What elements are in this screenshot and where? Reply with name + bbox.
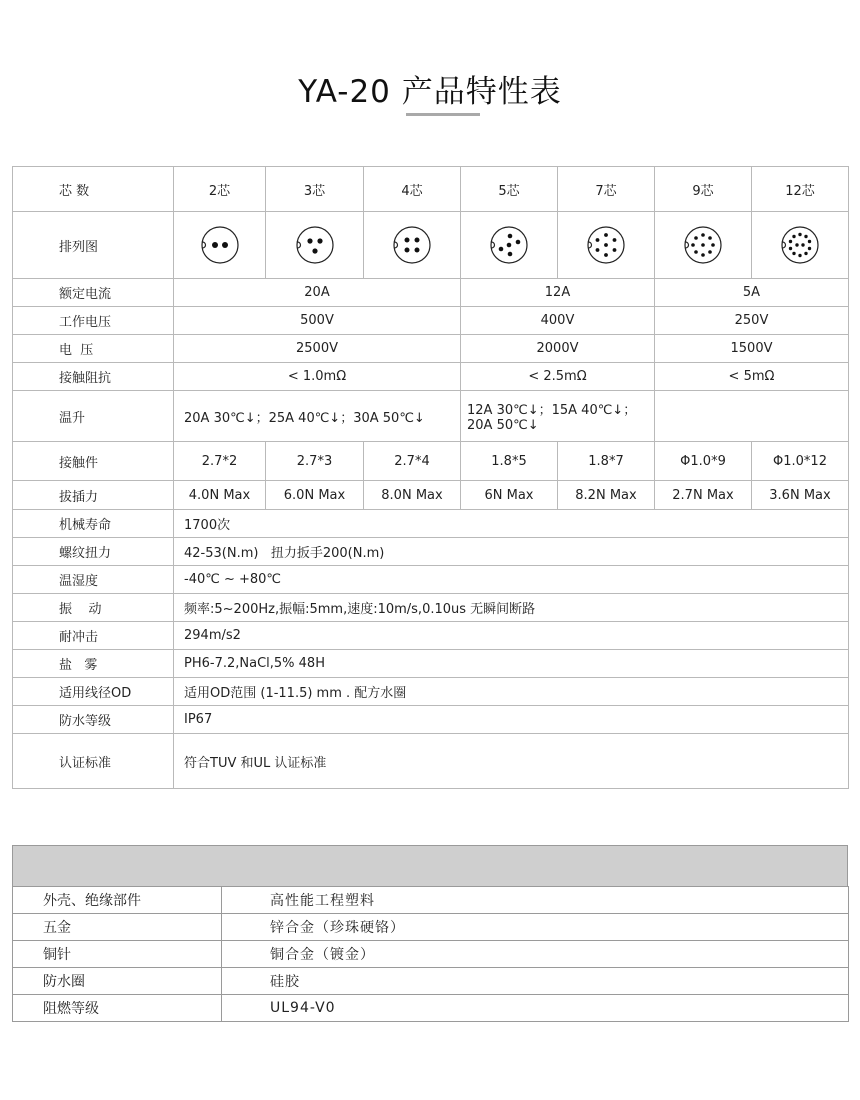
cell-value: 12A [461,279,655,307]
cell-value: 频率:5~200Hz,振幅:5mm,速度:10m/s,0.10us 无瞬间断路 [174,594,849,622]
row-label: 温湿度 [13,566,174,594]
row-label: 接触阻抗 [13,363,174,391]
row-label: 耐冲击 [13,622,174,650]
part-name: 阻燃等级 [13,995,222,1022]
4-pin-layout-icon [392,225,432,265]
table-row-cable-od [13,678,849,706]
table-row [13,887,849,914]
cell-value: 2000V [461,335,655,363]
cell-value: 符合TUV 和UL 认证标准 [174,734,849,789]
cell-value: 42-53(N.m) 扭力扳手200(N.m) [174,538,849,566]
table-row-mechanical-life [13,510,849,538]
cell-value: 2.7*4 [364,442,461,481]
table-row-pull-force [13,481,849,510]
row-label: 芯 数 [13,167,174,212]
table-row-pin-layout [13,212,849,279]
3-pin-layout-icon [295,225,335,265]
cell-value: 400V [461,307,655,335]
cell-value: 5A [655,279,849,307]
cell-value: 250V [655,307,849,335]
col-header: 9芯 [655,167,752,212]
table-row-pin-count [13,167,849,212]
cell-line: 12A 30℃↓；15A 40℃↓； [467,403,637,418]
material-value: 高性能工程塑料 [222,887,849,914]
part-name: 外壳、绝缘部件 [13,887,222,914]
cell-value: 1.8*5 [461,442,558,481]
9-pin-layout-icon [683,225,723,265]
part-name: 铜针 [13,941,222,968]
col-header: 7芯 [558,167,655,212]
table-row-contact-resistance [13,363,849,391]
cell-value: 6.0N Max [266,481,364,510]
row-label: 电 压 [13,335,174,363]
row-label: 振 动 [13,594,174,622]
cell-value: 1500V [655,335,849,363]
table-row [13,941,849,968]
cell-value: 294m/s2 [174,622,849,650]
row-label: 防水等级 [13,706,174,734]
cell-line: 20A 50℃↓ [467,418,539,433]
cell-empty [655,391,849,442]
row-label: 工作电压 [13,307,174,335]
col-header: 4芯 [364,167,461,212]
7-pin-layout-icon [586,225,626,265]
row-label: 排列图 [13,212,174,279]
row-label: 额定电流 [13,279,174,307]
cell-value: 1700次 [174,510,849,538]
table-row-temp-rise [13,391,849,442]
cell-value: 3.6N Max [752,481,849,510]
cell-value: IP67 [174,706,849,734]
page-title: YA-20 产品特性表 [298,74,562,110]
table-row-certification [13,734,849,789]
table-row-withstand-voltage [13,335,849,363]
cell-value: 20A [174,279,461,307]
table-row-rated-current [13,279,849,307]
cell-value: 500V [174,307,461,335]
table-row-salt-spray [13,650,849,678]
2-pin-layout-icon [200,225,240,265]
5-pin-layout-icon [489,225,529,265]
col-header: 5芯 [461,167,558,212]
table-row-thread-torque [13,538,849,566]
cell-value: 20A 30℃↓；25A 40℃↓；30A 50℃↓ [174,391,461,442]
cell-value: 2.7N Max [655,481,752,510]
row-label: 适用线径OD [13,678,174,706]
table-row-working-voltage [13,307,849,335]
cell-value [461,391,655,442]
row-label: 螺纹扭力 [13,538,174,566]
col-header: 12芯 [752,167,849,212]
row-label: 接触件 [13,442,174,481]
row-label: 盐 雾 [13,650,174,678]
materials-table [12,886,849,1022]
cell-value: < 2.5mΩ [461,363,655,391]
material-value: 硅胶 [222,968,849,995]
cell-value: 1.8*7 [558,442,655,481]
cell-value: Φ1.0*12 [752,442,849,481]
table-row [13,968,849,995]
part-name: 五金 [13,914,222,941]
cell-value: < 5mΩ [655,363,849,391]
cell-value: 4.0N Max [174,481,266,510]
cell-value: 2.7*3 [266,442,364,481]
cell-value: 2.7*2 [174,442,266,481]
spec-table [12,166,849,789]
material-value: 锌合金（珍珠硬铬） [222,914,849,941]
table-row [13,914,849,941]
materials-section [12,845,848,1022]
row-label: 拔插力 [13,481,174,510]
cell-value: 2500V [174,335,461,363]
material-value: 铜合金（镀金） [222,941,849,968]
materials-header-bar [12,845,848,886]
col-header: 2芯 [174,167,266,212]
cell-value: 6N Max [461,481,558,510]
12-pin-layout-icon [780,225,820,265]
table-row-contacts [13,442,849,481]
cell-value: -40℃ ~ +80℃ [174,566,849,594]
cell-value: 8.2N Max [558,481,655,510]
col-header: 3芯 [266,167,364,212]
cell-value: Φ1.0*9 [655,442,752,481]
cell-value: PH6-7.2,NaCl,5% 48H [174,650,849,678]
cell-value: 8.0N Max [364,481,461,510]
table-row-shock [13,622,849,650]
row-label: 认证标准 [13,734,174,789]
table-row-waterproof [13,706,849,734]
table-row-temp-humidity [13,566,849,594]
material-value: UL94-V0 [222,995,849,1022]
table-row [13,995,849,1022]
title-underline [406,113,480,116]
part-name: 防水圈 [13,968,222,995]
table-row-vibration [13,594,849,622]
row-label: 机械寿命 [13,510,174,538]
cell-value: 适用OD范围 (1-11.5) mm . 配方水圈 [174,678,849,706]
cell-value: < 1.0mΩ [174,363,461,391]
row-label: 温升 [13,391,174,442]
